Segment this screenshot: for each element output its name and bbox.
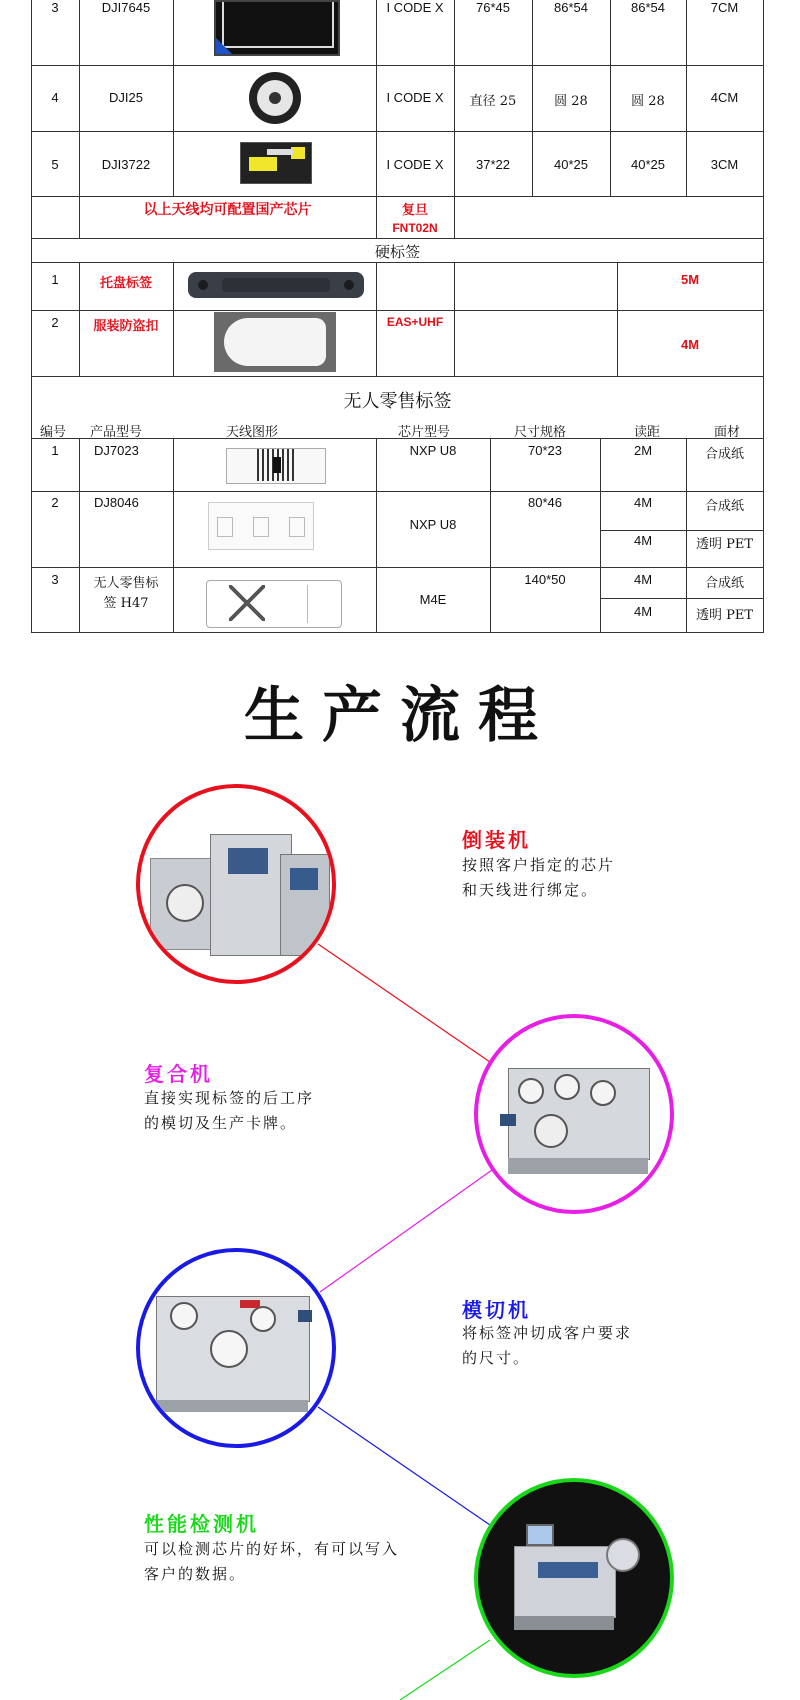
row-model: DJ7023: [94, 443, 139, 458]
row-distance: 4M: [633, 533, 653, 548]
step-description: [144, 1537, 464, 1587]
row-material: 透明 PET: [695, 537, 754, 552]
row-size: 86*54: [631, 0, 665, 15]
column-header: 面材: [714, 424, 741, 439]
die-cutting-machine-image: [136, 1248, 336, 1448]
row-chip: NXP U8: [409, 517, 457, 532]
column-header: 天线图形: [226, 424, 279, 439]
step-title: 复合机: [144, 1062, 213, 1086]
inspection-machine-image: [474, 1478, 674, 1678]
row-model: DJI7645: [101, 0, 151, 15]
row-chip: EAS+UHF: [386, 315, 444, 329]
row-chip: M4E: [419, 592, 447, 607]
row-chip: I CODE X: [386, 90, 444, 105]
row-distance: 2M: [633, 443, 653, 458]
row-number: 3: [51, 0, 59, 15]
row-number: 5: [51, 157, 59, 172]
row-name: 服装防盗扣: [93, 318, 159, 333]
flip-chip-machine-image: [136, 784, 336, 984]
row-distance: 5M: [680, 272, 700, 287]
row-model: DJ8046: [94, 495, 139, 510]
domestic-chip-note: 以上天线均可配置国产芯片: [143, 201, 312, 217]
step-description-line: 可以检测芯片的好坏，有可以写入: [144, 1540, 400, 1558]
row-model: 无人零售标: [93, 576, 159, 591]
row-size: 76*45: [476, 0, 510, 15]
row-distance: 4M: [680, 337, 700, 352]
row-model: DJI3722: [101, 157, 151, 172]
row-distance: 4M: [633, 572, 653, 587]
row-size: 40*25: [554, 157, 588, 172]
row-size: 86*54: [554, 0, 588, 15]
step-description-line: 按照客户指定的芯片: [462, 856, 616, 874]
column-header: 编号: [40, 424, 67, 439]
row-size: 140*50: [524, 572, 566, 587]
row-distance: 7CM: [710, 0, 739, 15]
step-description: [462, 1321, 762, 1371]
column-header: 产品型号: [90, 424, 143, 439]
step-title: 倒装机: [462, 828, 531, 852]
row-chip: NXP U8: [409, 443, 457, 458]
row-number: 4: [51, 90, 59, 105]
step-description: [462, 853, 722, 903]
row-size: 80*46: [528, 495, 562, 510]
row-number: 3: [51, 572, 59, 587]
row-distance: 4M: [633, 604, 653, 619]
row-size: 40*25: [631, 157, 665, 172]
row-number: 2: [51, 495, 59, 510]
step-description-line: 的模切及生产卡牌。: [144, 1114, 298, 1132]
step-title: 模切机: [462, 1298, 531, 1322]
step-description-line: 将标签冲切成客户要求: [462, 1324, 633, 1342]
row-material: 合成纸: [704, 576, 744, 591]
step-description-line: 直接实现标签的后工序: [144, 1089, 315, 1107]
row-model: 签 H47: [103, 596, 149, 611]
row-size: 70*23: [528, 443, 562, 458]
note-chip-line2: FNT02N: [392, 221, 438, 235]
row-number: 2: [51, 315, 59, 330]
row-distance: 4M: [633, 495, 653, 510]
row-number: 1: [51, 272, 59, 287]
row-material: 合成纸: [704, 447, 744, 462]
row-material: 合成纸: [704, 499, 744, 514]
hard-tag-header: 硬标签: [374, 244, 420, 261]
row-name: 托盘标签: [99, 275, 152, 290]
row-chip: I CODE X: [386, 0, 444, 15]
row-chip: I CODE X: [386, 157, 444, 172]
row-material: 透明 PET: [695, 608, 754, 623]
note-chip-line1: 复旦: [401, 202, 428, 217]
column-header: 芯片型号: [398, 424, 451, 439]
row-distance: 4CM: [710, 90, 739, 105]
retail-header: 无人零售标签: [343, 391, 452, 411]
row-number: 1: [51, 443, 59, 458]
row-size: 圆 28: [554, 94, 588, 109]
row-size: 37*22: [476, 157, 510, 172]
row-size: 圆 28: [631, 94, 665, 109]
column-header: 尺寸规格: [514, 424, 567, 439]
step-description-line: 和天线进行绑定。: [462, 881, 599, 899]
column-header: 读距: [634, 424, 661, 439]
laminating-machine-image: [474, 1014, 674, 1214]
process-title: 生产流程: [244, 681, 556, 751]
step-description: [144, 1086, 444, 1136]
row-size: 直径 25: [469, 94, 517, 109]
step-title: 性能检测机: [144, 1512, 259, 1536]
row-model: DJI25: [109, 90, 143, 105]
step-description-line: 的尺寸。: [462, 1349, 531, 1367]
row-distance: 3CM: [710, 157, 739, 172]
step-description-line: 客户的数据。: [144, 1565, 247, 1583]
